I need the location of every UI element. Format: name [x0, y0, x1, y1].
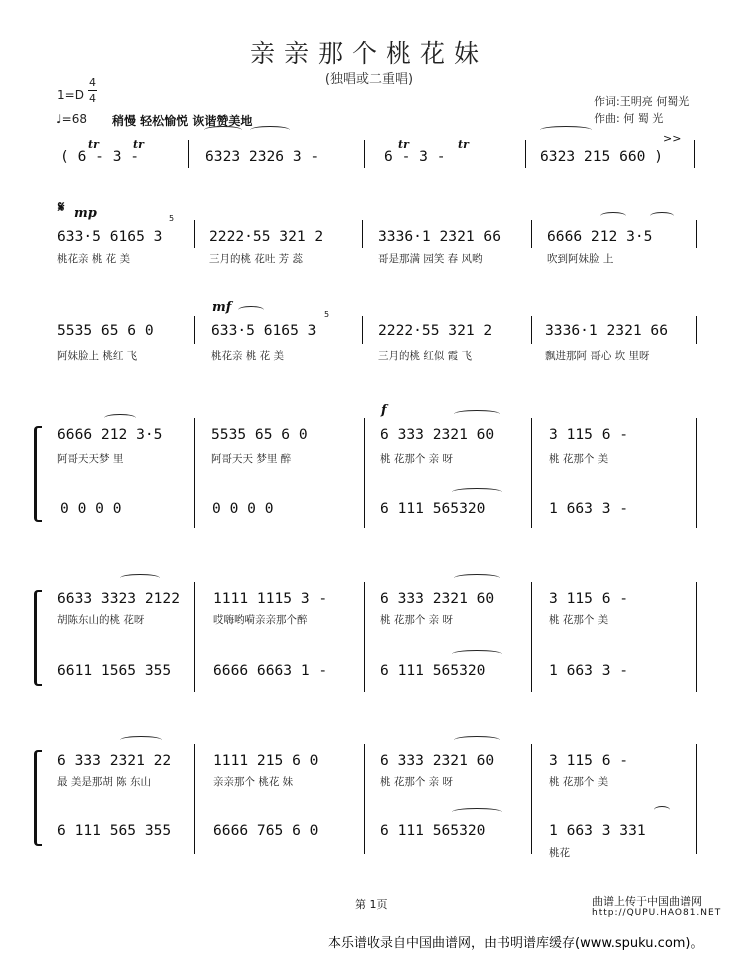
measure: 6633 3323 2122: [57, 590, 181, 607]
measure: 0 0 0 0: [60, 500, 122, 517]
measure: 633·5 6165 3: [57, 228, 163, 245]
lyric: 桃花亲 桃 花 美: [211, 350, 285, 362]
lyric: 飘进那阿 哥心 坎 里呀: [545, 350, 650, 362]
measure: 3 115 6 -: [549, 590, 629, 607]
lyric: 吹到阿妹脸 上: [547, 253, 614, 265]
measure: 3336·1 2321 66: [378, 228, 502, 245]
measure: 6 333 2321 60: [380, 426, 495, 443]
lyric: 桃 花那个 美: [549, 776, 609, 788]
measure: 3336·1 2321 66: [545, 322, 669, 339]
site-url[interactable]: http://QUPU.HAO81.NET: [592, 908, 722, 918]
lyric: 阿哥天天梦 里: [57, 453, 124, 465]
lyric: 最 美是那胡 陈 东山: [57, 776, 152, 788]
trill-mark: tr: [458, 138, 469, 151]
measure: 1 663 3 331: [549, 822, 646, 839]
upload-credit: 曲谱上传于中国曲谱网: [592, 895, 702, 908]
dynamic-mf: mf: [212, 300, 232, 315]
trill-mark: tr: [133, 138, 144, 151]
time-signature-rule: [88, 90, 97, 91]
system-brace: [34, 426, 42, 522]
measure: 1 663 3 -: [549, 500, 629, 517]
lyric: 阿哥天天 梦里 醉: [211, 453, 292, 465]
intro-measure-2: 6323 2326 3 -: [205, 148, 320, 165]
grace-note: 5: [169, 214, 175, 223]
segno-sign: 𝄋: [58, 198, 65, 216]
measure: 5535 65 6 0: [211, 426, 308, 443]
accent-marks: >>: [663, 132, 682, 145]
lyric: 哥是那满 园笑 春 风哟: [378, 253, 483, 265]
source-note: 本乐谱收录自中国曲谱网，由书明谱库缓存(www.spuku.com)。: [328, 936, 704, 951]
measure: 633·5 6165 3: [211, 322, 317, 339]
lyric: 桃花亲 桃 花 美: [57, 253, 131, 265]
measure: 6 111 565 355: [57, 822, 172, 839]
system-brace: [34, 590, 42, 686]
measure: 3 115 6 -: [549, 426, 629, 443]
composer-credit: 作曲: 何 蜀 光: [594, 112, 664, 125]
lyric: 桃 花那个 亲 呀: [380, 453, 454, 465]
grace-note: 5: [324, 310, 330, 319]
trill-mark: tr: [88, 138, 99, 151]
measure: 6 111 565320: [380, 500, 486, 517]
measure: 6 333 2321 22: [57, 752, 172, 769]
lyricist-credit: 作词:王明亮 何蜀光: [594, 95, 690, 108]
system-brace: [34, 750, 42, 846]
page-title: 亲亲那个桃花妹: [249, 39, 488, 68]
measure: 6 333 2321 60: [380, 752, 495, 769]
measure: 5535 65 6 0: [57, 322, 154, 339]
trill-mark: tr: [398, 138, 409, 151]
lyric: 三月的桃 红似 霞 飞: [378, 350, 473, 362]
intro-measure-1: ( 6 - 3 -: [60, 148, 140, 165]
lyric: 阿妹脸上 桃红 飞: [57, 350, 138, 362]
measure: 2222·55 321 2: [378, 322, 493, 339]
measure: 1111 1115 3 -: [213, 590, 328, 607]
measure: 3 115 6 -: [549, 752, 629, 769]
measure: 1111 215 6 0: [213, 752, 319, 769]
measure: 0 0 0 0: [212, 500, 274, 517]
lyric: 桃 花那个 亲 呀: [380, 776, 454, 788]
lyric: 哎嗨哟嗬亲亲那个醉: [213, 614, 308, 626]
intro-measure-3: 6 - 3 -: [384, 148, 446, 165]
measure: 2222·55 321 2: [209, 228, 324, 245]
measure: 6611 1565 355: [57, 662, 172, 679]
dynamic-f: f: [381, 403, 387, 418]
expression-text: 稍慢 轻松愉悦 诙谐赞美地: [112, 114, 253, 128]
measure: 6666 212 3·5: [57, 426, 163, 443]
time-signature-top: 4: [89, 76, 96, 89]
measure: 6 111 565320: [380, 822, 486, 839]
tempo-marking: ♩=68: [56, 112, 87, 126]
intro-measure-4: 6323 215 660 ): [540, 148, 664, 165]
lyric: 三月的桃 花吐 芳 蕊: [209, 253, 304, 265]
measure: 6 333 2321 60: [380, 590, 495, 607]
measure: 6 111 565320: [380, 662, 486, 679]
lyric: 桃花: [549, 847, 570, 859]
lyric: 胡陈东山的桃 花呀: [57, 614, 145, 626]
key-signature: 1=D: [57, 88, 84, 102]
measure: 6666 765 6 0: [213, 822, 319, 839]
time-signature-bottom: 4: [89, 92, 96, 105]
lyric: 桃 花那个 亲 呀: [380, 614, 454, 626]
dynamic-mp: mp: [74, 206, 97, 221]
lyric: 亲亲那个 桃花 妹: [213, 776, 294, 788]
measure: 1 663 3 -: [549, 662, 629, 679]
lyric: 桃 花那个 美: [549, 614, 609, 626]
lyric: 桃 花那个 美: [549, 453, 609, 465]
measure: 6666 6663 1 -: [213, 662, 328, 679]
subtitle: (独唱或二重唱): [324, 72, 414, 87]
measure: 6666 212 3·5: [547, 228, 653, 245]
page-number: 第 1页: [355, 898, 388, 911]
